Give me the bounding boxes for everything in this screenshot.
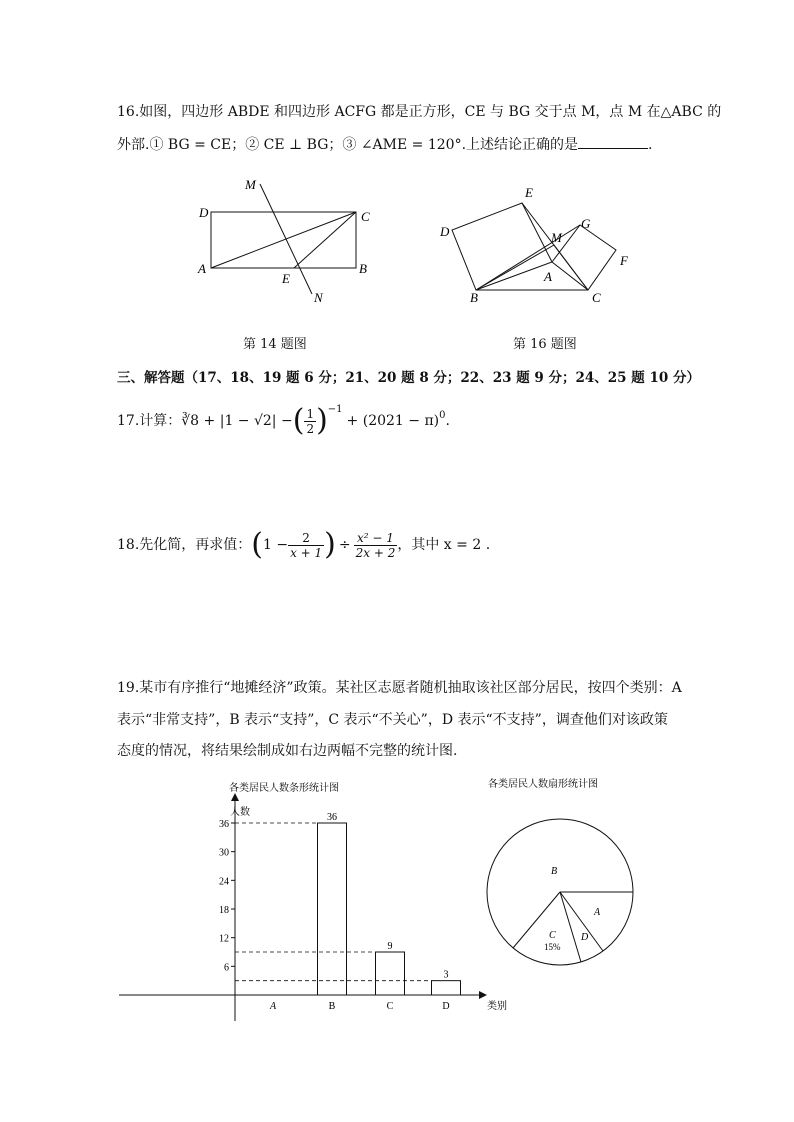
q18-one-minus: 1 − <box>262 537 289 553</box>
fig14-label-n: N <box>314 290 323 305</box>
q18-f1-den: x + 1 <box>290 545 323 560</box>
q17-prefix: 17.计算： <box>117 413 182 429</box>
q17-end: . <box>445 413 450 429</box>
q17-expr-b: + (2021 − π) <box>346 413 440 429</box>
q19-line2: 表示“非常支持”，B 表示“支持”，C 表示“不关心”，D 表示“不支持”，调查他们对该政策 <box>117 712 668 728</box>
q18-f2-den: 2x + 2 <box>355 545 396 560</box>
fig16-caption: 第 16 题图 <box>513 337 577 352</box>
figure-16 <box>430 180 640 310</box>
q18-fraction1 <box>288 531 324 560</box>
bar <box>318 823 347 995</box>
q19-line3: 态度的情况，将结果绘制成如右边两幅不完整的统计图. <box>117 743 458 759</box>
fig16-label-e: E <box>525 185 533 200</box>
fig14-label-m: M <box>245 177 256 192</box>
fig16-label-c: C <box>592 290 601 305</box>
fig14-caption: 第 14 题图 <box>243 337 307 352</box>
q18-suffix: ，其中 x = 2 . <box>397 537 491 553</box>
y-tick-label: 36 <box>219 819 229 830</box>
fig14-label-c: C <box>361 209 370 224</box>
q17-frac-num: 1 <box>306 406 315 421</box>
q17-exp1: −1 <box>327 404 343 415</box>
fig16-label-b: B <box>470 290 478 305</box>
pie-chart-title: 各类居民人数扇形统计图 <box>488 779 598 790</box>
bar-chart-title: 各类居民人数条形统计图 <box>229 783 339 794</box>
y-tick-label: 6 <box>224 962 229 974</box>
bar-data-label: 36 <box>327 812 337 823</box>
fig16-label-d: D <box>440 224 450 239</box>
pie-label-d: D <box>581 932 589 943</box>
bar <box>376 952 405 995</box>
pie-label-b: B <box>551 866 558 877</box>
q18-div: ÷ <box>338 537 351 553</box>
bar-data-label: 3 <box>443 969 449 981</box>
q18-fraction2 <box>354 531 398 560</box>
fig14-label-a: A <box>198 261 206 276</box>
fig14-label-e: E <box>282 271 290 286</box>
q18: 18.先化简，再求值： ( 1 − $\frac{2}{x + 1}$ ) ÷ $\frac{\text{x² − 1}}{2x + 2}$ ，其中 x = 2 . <box>117 527 491 562</box>
bar <box>432 981 461 995</box>
y-tick-label: 24 <box>219 876 229 888</box>
fig16-label-m: M <box>551 230 562 245</box>
q17-fraction <box>304 407 316 436</box>
pie-label-c: C <box>549 930 556 941</box>
q16-line2-text: 外部.① BG = CE；② CE ⊥ BG；③ ∠AME = 120°.上述结论正确的是 <box>117 137 579 153</box>
q18-prefix: 18.先化简，再求值： <box>117 537 252 553</box>
x-tick-label: D <box>442 1001 450 1012</box>
q17-expr-a: ∛8 + |1 − √2| − <box>181 413 293 429</box>
figure-14 <box>190 172 380 312</box>
fig16-label-a: A <box>544 269 552 284</box>
bar-chart-xlabel: 类别 <box>487 1001 507 1012</box>
fig16-label-g: G <box>581 216 591 231</box>
x-tick-label: A <box>269 1001 277 1012</box>
q17: 17.计算： ∛8 + |1 − √2| − ( $\frac{1}{2}$ ) $^{-1}$ + (2021 − π) $^0$ . <box>117 396 450 446</box>
y-tick-label: 12 <box>219 933 229 945</box>
q16-line2: 外部.① BG = CE；② CE ⊥ BG；③ ∠AME = 120°.上述结论正确的是 . <box>117 134 652 155</box>
q17-exp0: 0 <box>439 410 446 421</box>
bar-data-label: 9 <box>387 941 393 952</box>
bar-chart-ylabel: 人数 <box>230 807 250 818</box>
fig14-label-b: B <box>359 261 367 276</box>
q17-frac-den: 2 <box>306 421 315 436</box>
pie-label-c-percent: 15% <box>544 942 561 952</box>
q16-line1: 16.如图，四边形 ABDE 和四边形 ACFG 都是正方形，CE 与 BG 交于点 M，点 M 在△ABC 的 <box>117 104 722 120</box>
fig16-label-f: F <box>620 253 628 268</box>
pie-divider-d-c <box>560 892 581 962</box>
y-tick-label: 18 <box>219 905 229 916</box>
answer-blank[interactable] <box>578 134 648 149</box>
fig14-label-d: D <box>199 205 209 220</box>
q19-line1: 19.某市有序推行“地摊经济”政策。某社区志愿者随机抽取该社区部分居民，按四个类别：A <box>117 680 682 696</box>
y-tick-label: 30 <box>219 847 229 859</box>
section3-heading: 三、解答题（17、18、19 题 6 分；21、20 题 8 分；22、23 题 9 分；24、25 题 10 分） <box>117 370 700 386</box>
x-tick-label: C <box>386 1001 394 1012</box>
pie-label-a: A <box>594 907 601 918</box>
x-tick-label: B <box>328 1001 336 1012</box>
pie-chart <box>478 770 648 970</box>
q18-f2-num: x² − 1 <box>354 531 398 546</box>
bar-chart <box>115 775 515 1025</box>
q18-f1-num: 2 <box>288 531 324 546</box>
